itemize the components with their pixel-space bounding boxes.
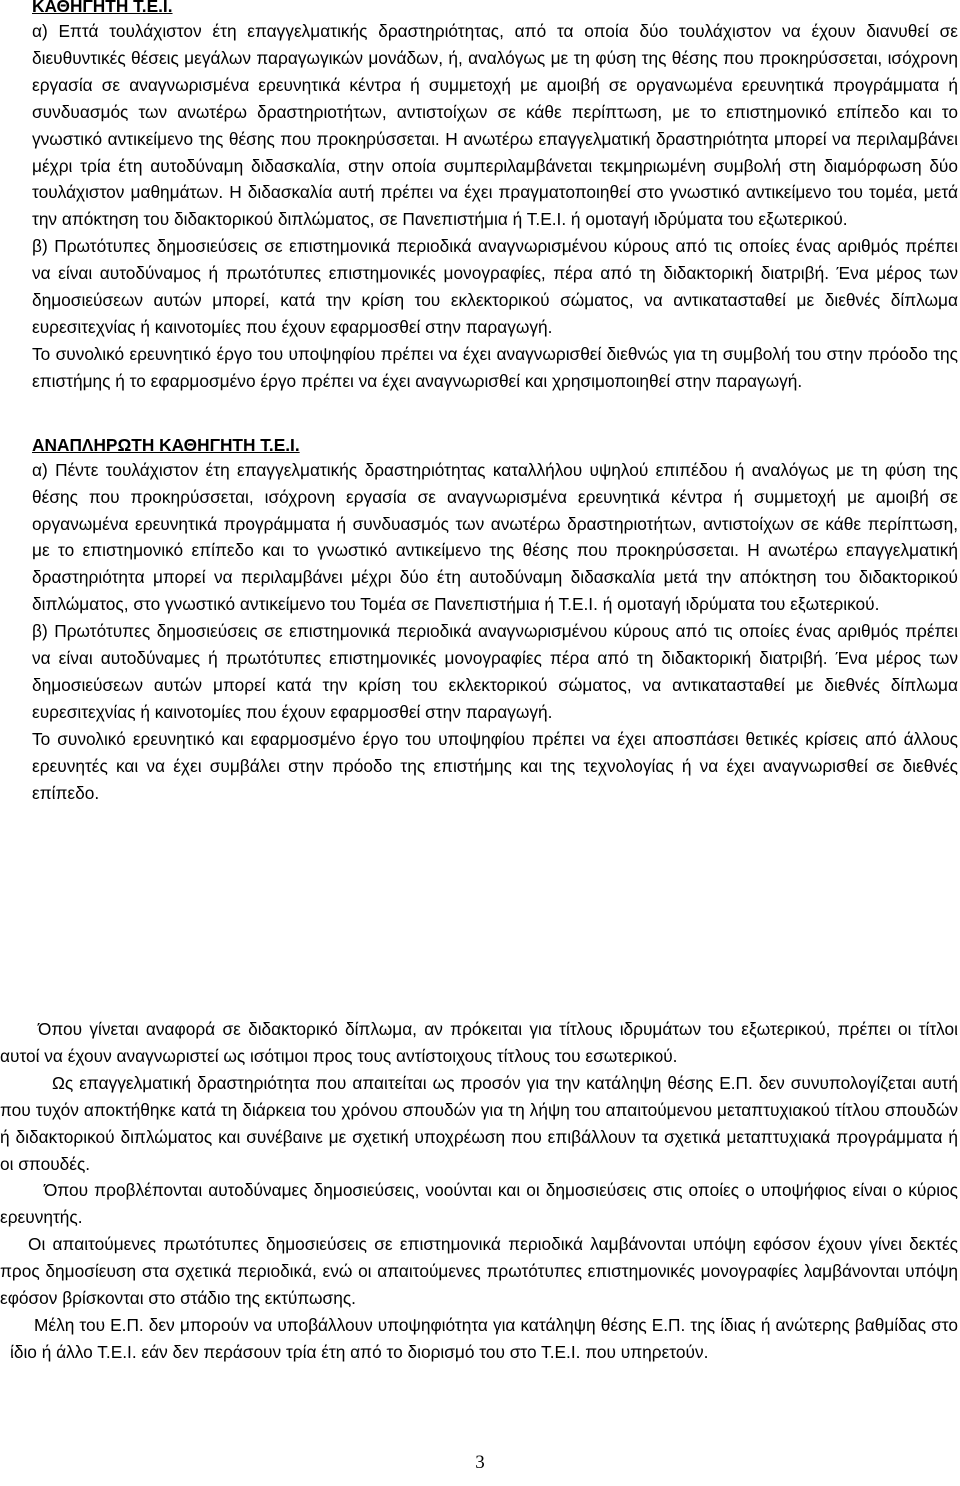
paragraph-associate-summary: Το συνολικό ερευνητικό και εφαρμοσμένο έργο του υποψηφίου πρέπει να έχει αποσπάσει θετικές κρίσεις από άλλους ερευνητές και να έχει συμβάλει στην πρόοδο της επιστήμης και της τεχνολογίας ή να έχει αναγνωρισθεί σε διεθνές επίπεδο. [32, 728, 958, 803]
note-doctorate-recognition: Όπου γίνεται αναφορά σε διδακτορικό δίπλωμα, αν πρόκειται για τίτλους ιδρυμάτων του εξωτερικού, πρέπει οι τίτλοι αυτοί να έχουν αναγνωριστεί ως ισότιμοι προς τους αντίστοιχους τίτλους του εσωτερικού. [0, 1019, 958, 1066]
note-professional-activity: Ως επαγγελματική δραστηριότητα που απαιτείται ως προσόν για την κατάληψη θέσης Ε.Π. δεν συνυπολογίζεται αυτή που τυχόν αποκτήθηκε κατά τη διάρκεια του χρόνου σπουδών για τη λήψη του απαιτούμενου μεταπτυχιακού τίτλου σπουδών ή διδακτορικού διπλώματος και συνέβαινε με σχετική υποχρέωση που επιβάλλουν τα σχετικά μεταπτυχιακά προγράμματα ή οι σπουδές. [0, 1072, 958, 1174]
section-associate-professor [32, 433, 958, 807]
paragraph-professor-a: α) Επτά τουλάχιστον έτη επαγγελματικής δραστηριότητας, από τα οποία δύο τουλάχιστον να έχουν διανυθεί σε διευθυντικές θέσεις μεγάλων παραγωγικών μονάδων, ή, αναλόγως με τη φύση της θέσης που προκηρύσσεται, ισόχρονη εργασία σε αναγνωρισμένα ερευνητικά κέντρα ή συμμετοχή με αμοιβή σε οργανωμένα ερευνητικά προγράμματα ή συνδυασμός των ανωτέρω δραστηριοτήτων, αντιστοίχων σε κάθε περίπτωση, με το επιστημονικό επίπεδο και το γνωστικό αντικείμενο της θέσης που προκηρύσσεται. Η ανωτέρω επαγγελματική δραστηριότητα μπορεί να περιλαμβάνει μέχρι τρία έτη αυτοδύναμη διδασκαλία, στην οποία συμπεριλαμβάνεται τεκμηριωμένη συμβολή στη διαμόρφωση δύο τουλάχιστον μαθημάτων. Η διδασκαλία αυτή πρέπει να έχει πραγματοποιηθεί στο γνωστικό αντικείμενο του τομέα, μετά την απόκτηση του διδακτορικού διπλώματος, σε Πανεπιστήμια ή Τ.Ε.Ι. ή ομοταγή ιδρύματα του εξωτερικού. [32, 21, 958, 230]
section-heading-associate-professor: ΑΝΑΠΛΗΡΩΤΗ ΚΑΘΗΓΗΤΗ Τ.Ε.Ι. [32, 434, 300, 455]
section-spacer [32, 395, 958, 433]
paragraph-professor-b: β) Πρωτότυπες δημοσιεύσεις σε επιστημονικά περιοδικά αναγνωρισμένου κύρους από τις οποίες ένας αριθμός πρέπει να είναι αυτοδύναμος ή πρωτότυπες επιστημονικές μονογραφίες, πέρα από τη διδακτορική διατριβή. Ένα μέρος των δημοσιεύσεων αυτών μπορεί, κατά την κρίση του εκλεκτορικού σώματος, να αντικατασταθεί με διεθνές δίπλωμα ευρεσιτεχνίας ή καινοτομίες που έχουν εφαρμοσθεί στην παραγωγή. [32, 236, 958, 337]
general-notes [0, 1016, 958, 1366]
note-independent-publications: Όπου προβλέπονται αυτοδύναμες δημοσιεύσεις, νοούνται και οι δημοσιεύσεις στις οποίες ο υποψήφιος είναι ο κύριος ερευνητής. [0, 1180, 958, 1228]
section-heading-professor: ΚΑΘΗΓΗΤΗ Τ.Ε.Ι. [32, 0, 173, 16]
note-staff-candidacy: Μέλη του Ε.Π. δεν μπορούν να υποβάλλουν υποψηφιότητα για κατάληψη θέσης Ε.Π. της ίδιας ή ανώτερης βαθμίδας στο ίδιο ή άλλο Τ.Ε.Ι. εάν δεν περάσουν τρία έτη από το διορισμό του στο Τ.Ε.Ι. που υπηρετούν. [10, 1314, 958, 1362]
paragraph-associate-b: β) Πρωτότυπες δημοσιεύσεις σε επιστημονικά περιοδικά αναγνωρισμένου κύρους από τις οποίες ένας αριθμός πρέπει να είναι αυτοδύναμες ή πρωτότυπες επιστημονικές μονογραφίες πέρα από τη διδακτορική διατριβή. Ένα μέρος των δημοσιεύσεων αυτών μπορεί κατά την κρίση του εκλεκτορικού σώματος, να αντικατασταθεί με διεθνές δίπλωμα ευρεσιτεχνίας ή καινοτομίες που έχουν εφαρμοσθεί στην παραγωγή. [32, 621, 958, 722]
paragraph-professor-summary: Το συνολικό ερευνητικό έργο του υποψηφίου πρέπει να έχει αναγνωρισθεί διεθνώς για τη συμβολή του στην πρόοδο της επιστήμης ή το εφαρμοσμένο έργο πρέπει να έχει αναγνωρισθεί και χρησιμοποιηθεί στην παραγωγή. [32, 343, 958, 391]
document-page [32, 0, 958, 806]
section-professor [32, 0, 958, 395]
note-accepted-publications: Οι απαιτούμενες πρωτότυπες δημοσιεύσεις σε επιστημονικά περιοδικά λαμβάνονται υπόψη εφόσον έχουν γίνει δεκτές προς δημοσίευση στα σχετικά περιοδικά, ενώ οι απαιτούμενες πρωτότυπες επιστημονικές μονογραφίες λαμβάνονται υπόψη εφόσον βρίσκονται στο στάδιο της εκτύπωσης. [0, 1234, 958, 1309]
paragraph-associate-a: α) Πέντε τουλάχιστον έτη επαγγελματικής δραστηριότητας καταλλήλου υψηλού επιπέδου ή αναλόγως με τη φύση της θέσης που προκηρύσσεται, ισόχρονη εργασία σε αναγνωρισμένα ερευνητικά κέντρα ή συμμετοχή με αμοιβή σε οργανωμένα ερευνητικά προγράμματα ή συνδυασμός των ανωτέρω δραστηριοτήτων, αντιστοίχων σε κάθε περίπτωση, με το επιστημονικό επίπεδο και το γνωστικό αντικείμενο της θέσης που προκηρύσσεται. Η ανωτέρω επαγγελματική δραστηριότητα μπορεί να περιλαμβάνει μέχρι δύο έτη αυτοδύναμη διδασκαλία μετά την απόκτηση του διδακτορικού διπλώματος, στο γνωστικό αντικείμενο του Τομέα σε Πανεπιστήμια ή Τ.Ε.Ι. ή ομοταγή ιδρύματα του εξωτερικού. [32, 459, 958, 615]
page-number: 3 [475, 1452, 485, 1473]
